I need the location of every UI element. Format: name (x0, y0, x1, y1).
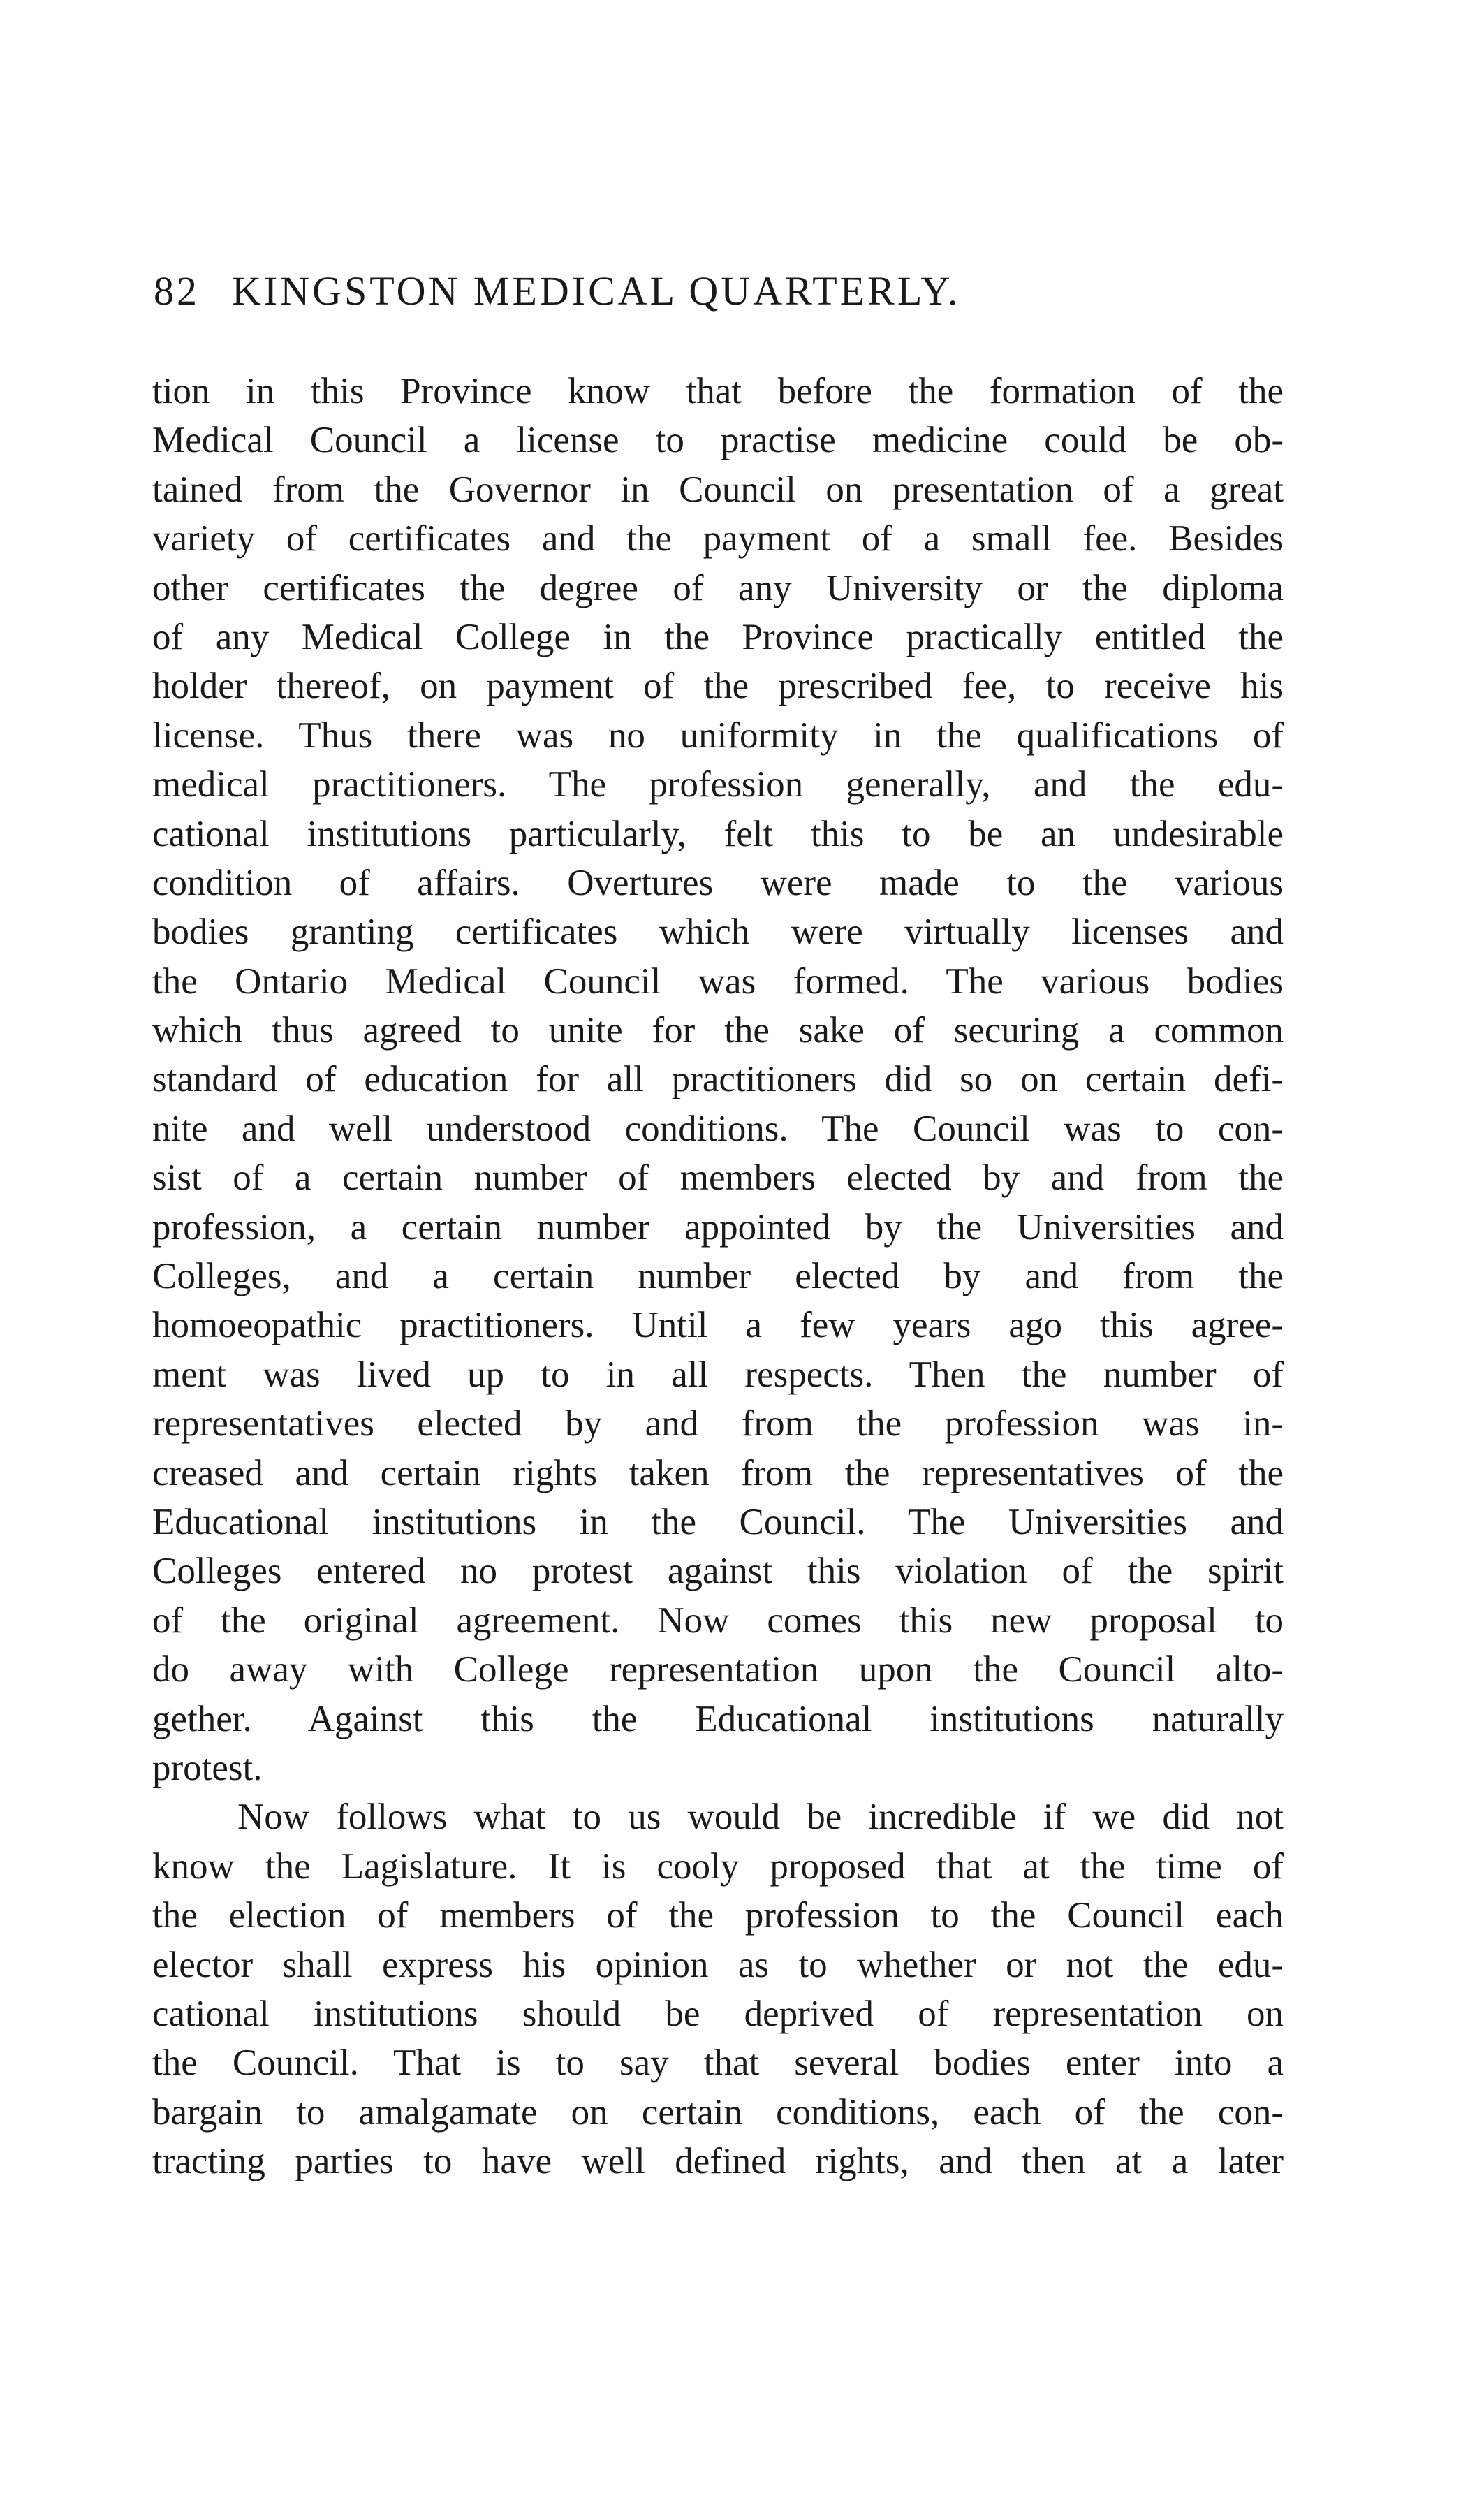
paragraph-1 (152, 367, 1284, 1792)
text-line: other certificates the degree of any University or the diploma (152, 567, 1284, 608)
text-line: Colleges entered no protest against this violation of the spirit (152, 1551, 1284, 1592)
text-line: Educational institutions in the Council. The Universities and (152, 1501, 1284, 1542)
text-line: medical practitioners. The profession generally, and the edu- (152, 764, 1284, 805)
running-head (154, 267, 1306, 316)
text-line: the Ontario Medical Council was formed. The various bodies (152, 960, 1284, 1002)
text-line: representatives elected by and from the profession was in- (152, 1403, 1284, 1445)
text-line: variety of certificates and the payment of a small fee. Besides (152, 518, 1284, 560)
text-line: know the Lagislature. It is cooly proposed that at the time of (152, 1845, 1284, 1887)
paragraph-2 (152, 1792, 1284, 2186)
text-line: do away with College representation upon the Council alto- (152, 1649, 1284, 1690)
text-line: cational institutions should be deprived of representation on (152, 1993, 1284, 2034)
text-line: sist of a certain number of members elected by and from the (152, 1157, 1284, 1199)
text-line: which thus agreed to unite for the sake of securing a common (152, 1010, 1284, 1051)
text-line: the election of members of the profession to the Council each (152, 1895, 1284, 1936)
text-line: elector shall express his opinion as to whether or not the edu- (152, 1944, 1284, 1985)
text-line: Now follows what to us would be incredible if we did not (237, 1797, 1284, 1838)
text-line: of any Medical College in the Province practically entitled the (152, 616, 1284, 657)
text-line: ment was lived up to in all respects. Then the number of (152, 1354, 1284, 1395)
text-line: profession, a certain number appointed by the Universities and (152, 1206, 1284, 1248)
text-line: protest. (152, 1747, 263, 1788)
text-line: license. Thus there was no uniformity in the qualifications of (152, 715, 1284, 756)
journal-title: KINGSTON MEDICAL QUARTERLY. (232, 268, 961, 314)
text-line: tion in this Province know that before the formation of the (152, 371, 1284, 411)
text-line: tained from the Governor in Council on presentation of a great (152, 469, 1284, 510)
text-line: cational institutions particularly, felt this to be an undesirable (152, 813, 1284, 854)
text-line: condition of affairs. Overtures were made to the various (152, 862, 1284, 903)
text-line: bodies granting certificates which were virtually licenses and (152, 912, 1284, 953)
text-line: bargain to amalgamate on certain conditions, each of the con- (152, 2091, 1284, 2133)
body-text (152, 367, 1284, 2186)
text-line: of the original agreement. Now comes this new proposal to (152, 1600, 1284, 1641)
text-line: creased and certain rights taken from the representatives of the (152, 1452, 1284, 1493)
text-line: Medical Council a license to practise medicine could be ob- (152, 420, 1284, 461)
text-line: homoeopathic practitioners. Until a few years ago this agree- (152, 1305, 1284, 1346)
text-line: standard of education for all practitioners did so on certain defi- (152, 1059, 1284, 1100)
page-number: 82 (154, 268, 200, 314)
text-line: Colleges, and a certain number elected by and from the (152, 1256, 1284, 1297)
text-line: holder thereof, on payment of the prescribed fee, to receive his (152, 666, 1284, 707)
text-line: the Council. That is to say that several bodies enter into a (152, 2042, 1284, 2084)
text-line: nite and well understood conditions. The Council was to con- (152, 1108, 1284, 1149)
text-line: gether. Against this the Educational institutions naturally (152, 1698, 1284, 1739)
text-line: tracting parties to have well defined rights, and then at a later (152, 2141, 1284, 2182)
